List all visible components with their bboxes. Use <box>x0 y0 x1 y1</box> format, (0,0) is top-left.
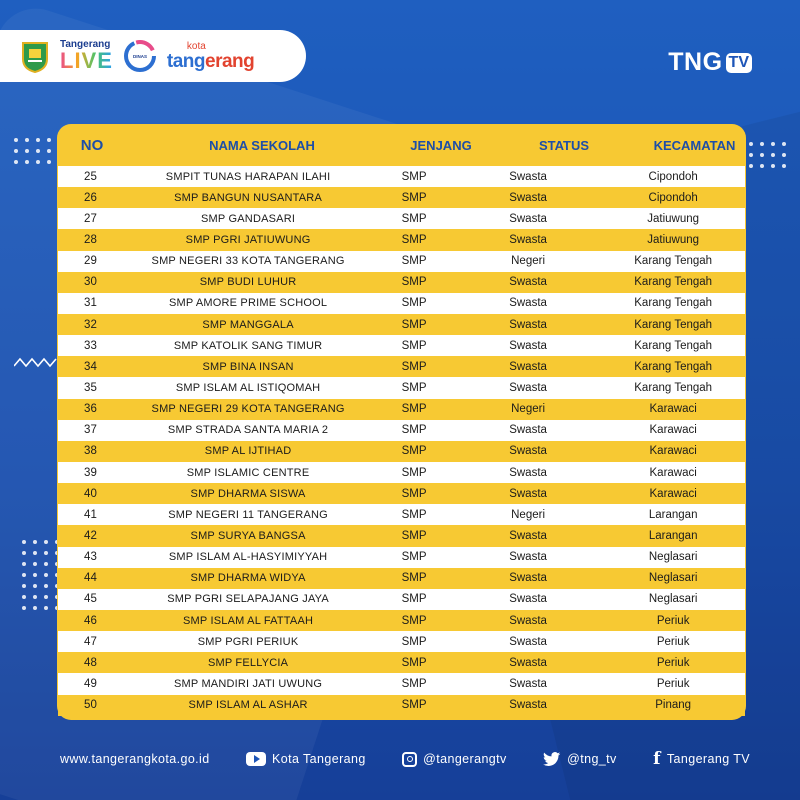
dinas-kominfo-logo <box>123 39 157 73</box>
kota-tangerang-logo <box>167 42 254 71</box>
cell-nama-sekolah: SMP DHARMA WIDYA <box>190 572 306 585</box>
cell-kecamatan: Karawaci <box>649 466 697 479</box>
cell-no: 30 <box>84 276 97 289</box>
column-header-nama-sekolah: NAMA SEKOLAH <box>209 137 315 153</box>
cell-jenjang: SMP <box>401 614 427 627</box>
cell-status: Swasta <box>509 635 547 648</box>
footer <box>60 748 750 770</box>
column-header-jenjang: JENJANG <box>410 137 472 153</box>
cell-no: 42 <box>84 529 97 542</box>
cell-nama-sekolah: SMP ISLAM AL FATTAAH <box>183 614 314 627</box>
cell-no: 39 <box>84 466 97 479</box>
table-row <box>58 589 745 610</box>
cell-kecamatan: Karawaci <box>649 424 697 437</box>
cell-status: Swasta <box>509 424 547 437</box>
table-row <box>58 652 745 673</box>
cell-jenjang: SMP <box>401 635 427 648</box>
cell-status: Swasta <box>509 360 547 373</box>
cell-no: 25 <box>84 170 97 183</box>
cell-status: Swasta <box>509 191 547 204</box>
footer-instagram[interactable] <box>402 752 507 767</box>
cell-jenjang: SMP <box>401 466 427 479</box>
cell-jenjang: SMP <box>401 360 427 373</box>
cell-jenjang: SMP <box>401 424 427 437</box>
cell-nama-sekolah: SMP SURYA BANGSA <box>190 529 306 542</box>
cell-no: 38 <box>84 445 97 458</box>
cell-kecamatan: Karang Tengah <box>634 297 713 310</box>
brand-tv: TV <box>726 53 752 73</box>
cell-kecamatan: Karang Tengah <box>634 276 713 289</box>
cell-nama-sekolah: SMP DHARMA SISWA <box>190 487 306 500</box>
cell-nama-sekolah: SMP GANDASARI <box>201 212 296 225</box>
cell-nama-sekolah: SMP MANDIRI JATI UWUNG <box>173 677 323 690</box>
footer-twitter[interactable] <box>543 752 617 767</box>
cell-no: 49 <box>84 677 97 690</box>
cell-status: Swasta <box>509 170 547 183</box>
cell-no: 40 <box>84 487 97 500</box>
svg-text:DINAS: DINAS <box>132 54 147 59</box>
cell-jenjang: SMP <box>401 593 427 606</box>
cell-status: Swasta <box>509 212 547 225</box>
logo-live-main: LIVE <box>60 48 113 73</box>
table-row <box>58 377 745 398</box>
cell-jenjang: SMP <box>401 445 427 458</box>
facebook-icon: f <box>653 748 661 769</box>
cell-status: Swasta <box>509 614 547 627</box>
instagram-icon <box>402 752 417 767</box>
cell-jenjang: SMP <box>401 529 427 542</box>
cell-no: 36 <box>84 403 97 416</box>
cell-status: Swasta <box>509 551 547 564</box>
cell-nama-sekolah: SMPIT TUNAS HARAPAN ILAHI <box>165 170 331 183</box>
cell-jenjang: SMP <box>401 297 427 310</box>
cell-kecamatan: Karawaci <box>649 487 697 500</box>
cell-nama-sekolah: SMP ISLAM AL-HASYIMIYYAH <box>168 551 328 564</box>
cell-kecamatan: Cipondoh <box>648 170 698 183</box>
brand-tng: TNG <box>668 48 723 76</box>
youtube-handle[interactable]: Kota Tangerang <box>272 752 366 766</box>
table-row <box>58 462 745 483</box>
cell-kecamatan: Neglasari <box>648 593 698 606</box>
cell-status: Swasta <box>509 318 547 331</box>
cell-status: Swasta <box>509 572 547 585</box>
city-crest-logo <box>20 39 50 73</box>
table-row <box>58 525 745 546</box>
cell-nama-sekolah: SMP ISLAMIC CENTRE <box>186 466 310 479</box>
cell-kecamatan: Larangan <box>648 529 698 542</box>
cell-nama-sekolah: SMP ISLAM AL ISTIQOMAH <box>175 381 321 394</box>
cell-nama-sekolah: SMP STRADA SANTA MARIA 2 <box>167 424 329 437</box>
cell-status: Swasta <box>509 297 547 310</box>
footer-facebook[interactable] <box>653 748 750 769</box>
cell-kecamatan: Neglasari <box>648 551 698 564</box>
cell-status: Swasta <box>509 677 547 690</box>
cell-status: Swasta <box>509 381 547 394</box>
cell-no: 44 <box>84 572 97 585</box>
cell-kecamatan: Periuk <box>656 656 690 669</box>
footer-website[interactable] <box>60 752 210 766</box>
cell-nama-sekolah: SMP ISLAM AL ASHAR <box>188 699 308 712</box>
table-row <box>58 695 745 716</box>
cell-kecamatan: Cipondoh <box>648 191 698 204</box>
table-row <box>58 483 745 504</box>
cell-kecamatan: Periuk <box>656 635 690 648</box>
cell-kecamatan: Karang Tengah <box>634 339 713 352</box>
cell-no: 41 <box>84 508 97 521</box>
cell-no: 35 <box>84 381 97 394</box>
tangerang-live-logo <box>60 40 113 72</box>
cell-jenjang: SMP <box>401 170 427 183</box>
cell-jenjang: SMP <box>401 255 427 268</box>
table-row <box>58 673 745 694</box>
cell-nama-sekolah: SMP PGRI SELAPAJANG JAYA <box>167 593 329 606</box>
cell-jenjang: SMP <box>401 318 427 331</box>
cell-jenjang: SMP <box>401 191 427 204</box>
cell-no: 48 <box>84 656 97 669</box>
cell-nama-sekolah: SMP AL IJTIHAD <box>204 445 292 458</box>
cell-jenjang: SMP <box>401 403 427 416</box>
cell-kecamatan: Jatiuwung <box>647 233 700 246</box>
cell-no: 26 <box>84 191 97 204</box>
school-table <box>57 124 746 720</box>
cell-status: Swasta <box>509 593 547 606</box>
cell-kecamatan: Karawaci <box>649 403 697 416</box>
cell-nama-sekolah: SMP AMORE PRIME SCHOOL <box>168 297 328 310</box>
cell-kecamatan: Periuk <box>656 614 690 627</box>
table-row <box>58 229 745 250</box>
cell-kecamatan: Jatiuwung <box>647 212 700 225</box>
cell-status: Swasta <box>509 656 547 669</box>
cell-status: Swasta <box>509 529 547 542</box>
cell-status: Swasta <box>509 233 547 246</box>
decorative-dots <box>749 142 786 168</box>
cell-status: Swasta <box>509 487 547 500</box>
cell-no: 27 <box>84 212 97 225</box>
cell-jenjang: SMP <box>401 677 427 690</box>
column-header-no: NO <box>80 136 104 154</box>
cell-kecamatan: Karang Tengah <box>634 381 713 394</box>
cell-nama-sekolah: SMP PGRI JATIUWUNG <box>185 233 311 246</box>
cell-jenjang: SMP <box>401 487 427 500</box>
cell-nama-sekolah: SMP NEGERI 11 TANGERANG <box>168 508 328 521</box>
table-row <box>58 251 745 272</box>
logo-kota-top: kota <box>186 40 206 52</box>
table-row <box>58 187 745 208</box>
website-link[interactable]: www.tangerangkota.go.id <box>60 752 210 766</box>
cell-no: 47 <box>84 635 97 648</box>
cell-jenjang: SMP <box>401 233 427 246</box>
cell-nama-sekolah: SMP BUDI LUHUR <box>199 276 297 289</box>
cell-jenjang: SMP <box>401 572 427 585</box>
cell-kecamatan: Karang Tengah <box>634 318 713 331</box>
cell-no: 45 <box>84 593 97 606</box>
cell-kecamatan: Neglasari <box>648 572 698 585</box>
cell-nama-sekolah: SMP BINA INSAN <box>202 360 294 373</box>
cell-no: 31 <box>84 297 97 310</box>
cell-jenjang: SMP <box>401 551 427 564</box>
cell-no: 46 <box>84 614 97 627</box>
cell-nama-sekolah: SMP MANGGALA <box>202 318 294 331</box>
table-row <box>58 399 745 420</box>
cell-nama-sekolah: SMP FELLYCIA <box>207 656 289 669</box>
facebook-handle[interactable]: Tangerang TV <box>666 752 750 766</box>
cell-jenjang: SMP <box>401 508 427 521</box>
cell-no: 43 <box>84 551 97 564</box>
table-row <box>58 547 745 568</box>
cell-nama-sekolah: SMP BANGUN NUSANTARA <box>174 191 322 204</box>
cell-no: 50 <box>84 699 97 712</box>
cell-nama-sekolah: SMP NEGERI 29 KOTA TANGERANG <box>151 403 345 416</box>
cell-status: Negeri <box>511 508 546 521</box>
cell-nama-sekolah: SMP PGRI PERIUK <box>197 635 299 648</box>
cell-kecamatan: Periuk <box>656 677 690 690</box>
cell-status: Swasta <box>509 445 547 458</box>
cell-kecamatan: Karang Tengah <box>634 255 713 268</box>
cell-jenjang: SMP <box>401 699 427 712</box>
table-row <box>58 272 745 293</box>
cell-jenjang: SMP <box>401 656 427 669</box>
tng-tv-logo <box>668 48 752 77</box>
cell-kecamatan: Larangan <box>648 508 698 521</box>
cell-no: 29 <box>84 255 97 268</box>
partner-logo-bar <box>0 30 306 82</box>
cell-no: 34 <box>84 360 97 373</box>
table-row <box>58 420 745 441</box>
logo-live-top: Tangerang <box>60 39 111 50</box>
table-row <box>58 568 745 589</box>
decorative-dots <box>14 138 51 164</box>
cell-jenjang: SMP <box>401 212 427 225</box>
cell-status: Swasta <box>509 699 547 712</box>
cell-status: Swasta <box>509 339 547 352</box>
cell-jenjang: SMP <box>401 276 427 289</box>
table-body <box>57 166 746 716</box>
cell-status: Swasta <box>509 276 547 289</box>
table-row <box>58 314 745 335</box>
cell-no: 32 <box>84 318 97 331</box>
column-header-status: STATUS <box>538 137 590 153</box>
cell-no: 33 <box>84 339 97 352</box>
table-row <box>58 335 745 356</box>
cell-jenjang: SMP <box>401 339 427 352</box>
column-header-kecamatan: KECAMATAN <box>653 137 736 153</box>
footer-youtube[interactable] <box>246 752 366 766</box>
cell-status: Negeri <box>511 403 546 416</box>
twitter-handle[interactable]: @tng_tv <box>567 752 617 766</box>
cell-jenjang: SMP <box>401 381 427 394</box>
table-row <box>58 441 745 462</box>
table-row <box>58 631 745 652</box>
cell-kecamatan: Karawaci <box>649 445 697 458</box>
cell-nama-sekolah: SMP KATOLIK SANG TIMUR <box>173 339 323 352</box>
table-row <box>58 504 745 525</box>
youtube-icon <box>246 752 266 766</box>
cell-status: Swasta <box>509 466 547 479</box>
cell-no: 37 <box>84 424 97 437</box>
decorative-zigzag <box>14 356 58 368</box>
cell-no: 28 <box>84 233 97 246</box>
table-row <box>58 208 745 229</box>
cell-kecamatan: Karang Tengah <box>634 360 713 373</box>
twitter-icon <box>543 752 561 767</box>
table-row <box>58 356 745 377</box>
table-header <box>57 124 746 166</box>
cell-status: Negeri <box>511 255 546 268</box>
logo-kota-main: tangerang <box>166 50 255 72</box>
cell-kecamatan: Pinang <box>655 699 692 712</box>
table-row <box>58 293 745 314</box>
table-row <box>58 610 745 631</box>
instagram-handle[interactable]: @tangerangtv <box>423 752 507 766</box>
table-row <box>58 166 745 187</box>
cell-nama-sekolah: SMP NEGERI 33 KOTA TANGERANG <box>151 255 345 268</box>
